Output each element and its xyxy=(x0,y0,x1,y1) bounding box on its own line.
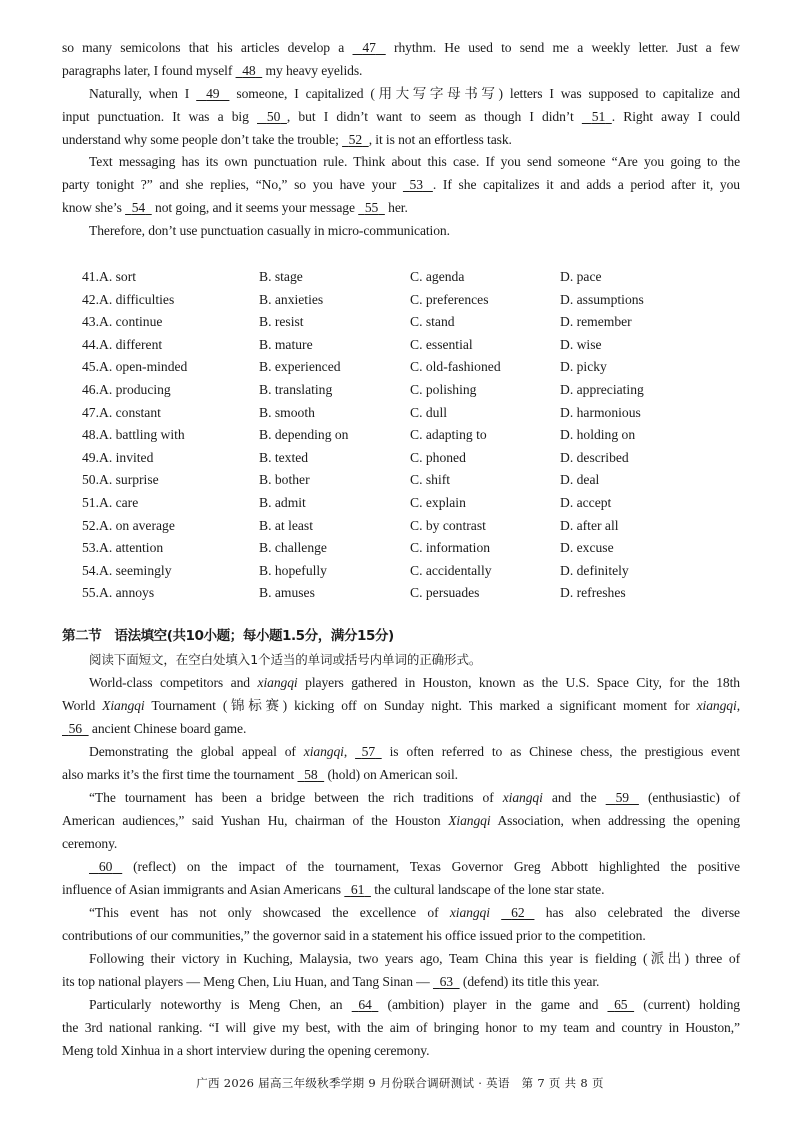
blank-59: 59 xyxy=(615,790,629,805)
option-a xyxy=(82,584,154,601)
passage-line: so many semicolons that his articles develop a 47 rhythm. He used to send me a weekly letter. Just a few xyxy=(62,40,740,55)
option-c: C. accidentally xyxy=(410,562,492,578)
option-text: A. sort xyxy=(99,269,137,284)
option-d: D. deal xyxy=(560,472,600,488)
blank-55: 55 xyxy=(364,200,379,215)
option-a xyxy=(82,494,138,511)
option-d: D. holding on xyxy=(560,427,636,443)
blank-58: 58 xyxy=(304,767,318,782)
section-title: 第二节 语法填空(共10小题；每小题1.5分，满分15分) xyxy=(62,628,394,644)
passage-line: input punctuation. It was a big 50 , but I didn’t want to seem as though I didn’t 51 . Right away I could xyxy=(62,109,740,124)
passage-line: understand why some people don’t take the trouble; 52 , it is not an effortless task. xyxy=(62,132,512,147)
passage-line: influence of Asian immigrants and Asian Americans 61 the cultural landscape of the lone star state. xyxy=(62,882,605,897)
option-d: D. assumptions xyxy=(560,291,644,307)
option-b: B. bother xyxy=(259,472,310,488)
blank-49: 49 xyxy=(206,86,220,101)
question-number: 42. xyxy=(82,291,99,307)
option-text: A. open-minded xyxy=(99,359,188,375)
option-b: B. anxieties xyxy=(259,291,324,307)
option-a xyxy=(82,381,171,398)
passage-line: World-class competitors and xiangqi players gathered in Houston, known as the U.S. Space City, for the 18th xyxy=(89,675,740,690)
option-b: B. resist xyxy=(259,314,304,330)
section-instruction: 阅读下面短文，在空白处填入1个适当的单词或括号内单词的正确形式。 xyxy=(89,652,482,667)
passage-line: party tonight ?” and she replies, “No,” so you have your 53 . If she capitalizes it and adds a period after it, you xyxy=(62,177,740,192)
option-a xyxy=(82,449,153,466)
question-number: 43. xyxy=(82,314,99,330)
option-d: D. accept xyxy=(560,495,612,510)
option-text: A. battling with xyxy=(99,427,185,443)
option-b: B. mature xyxy=(259,336,313,352)
option-text: A. difficulties xyxy=(99,291,175,307)
option-a xyxy=(82,268,136,285)
option-text: A. on average xyxy=(99,517,175,533)
blank-52: 52 xyxy=(348,132,363,147)
passage-line: Demonstrating the global appeal of xiangqi, 57 is often referred to as Chinese chess, the prestigious event xyxy=(89,744,740,759)
option-c: C. agenda xyxy=(410,269,465,284)
passage-line: contributions of our communities,” the governor said in a statement his office issued prior to the competition. xyxy=(62,928,646,943)
option-c: C. phoned xyxy=(410,449,466,465)
blank-48: 48 xyxy=(242,63,256,78)
question-number: 50. xyxy=(82,472,99,488)
option-c: C. adapting to xyxy=(410,427,487,443)
option-c: C. by contrast xyxy=(410,517,486,533)
option-b: B. smooth xyxy=(259,404,315,420)
option-b: B. amuses xyxy=(259,585,315,601)
option-d: D. remember xyxy=(560,314,632,330)
option-a xyxy=(82,291,174,308)
option-c: C. old-fashioned xyxy=(410,359,501,375)
option-c: C. dull xyxy=(410,404,448,420)
option-b: B. at least xyxy=(259,517,313,533)
option-c: C. polishing xyxy=(410,382,477,397)
blank-61: 61 xyxy=(350,882,365,897)
passage-line: paragraphs later, I found myself 48 my heavy eyelids. xyxy=(62,63,363,78)
blank-62: 62 xyxy=(511,905,525,920)
option-a xyxy=(82,426,185,443)
passage-line: “The tournament has been a bridge between the rich traditions of xiangqi and the 59 (enthusiastic) of xyxy=(89,790,740,805)
question-number: 54. xyxy=(82,562,99,578)
question-number: 55. xyxy=(82,585,99,601)
option-b: B. experienced xyxy=(259,359,341,375)
option-d: D. wise xyxy=(560,336,602,352)
option-c: C. shift xyxy=(410,472,451,488)
option-text: A. attention xyxy=(99,540,164,556)
blank-51: 51 xyxy=(591,109,606,124)
option-text: A. surprise xyxy=(99,472,159,488)
page-footer: 广西 2026 届高三年级秋季学期 9 月份联合调研测试 · 英语 第 7 页 共 8 页 xyxy=(196,1076,604,1090)
option-c: C. stand xyxy=(410,314,455,330)
option-text: A. continue xyxy=(99,314,163,330)
option-text: A. producing xyxy=(99,382,171,397)
passage-line: its top national players — Meng Chen, Liu Huan, and Tang Sinan — 63 (defend) its title this year. xyxy=(62,974,600,989)
question-number: 51. xyxy=(82,495,99,510)
option-b: B. hopefully xyxy=(259,562,327,578)
question-number: 47. xyxy=(82,404,99,420)
option-c: C. preferences xyxy=(410,291,489,307)
question-number: 41. xyxy=(82,269,99,284)
passage-line: Particularly noteworthy is Meng Chen, an 64 (ambition) player in the game and 65 (current) holding xyxy=(89,997,740,1012)
question-number: 48. xyxy=(82,427,99,443)
blank-56: 56 xyxy=(68,721,83,736)
passage-line: 56 ancient Chinese board game. xyxy=(62,720,740,737)
option-b: B. challenge xyxy=(259,540,327,556)
question-number: 52. xyxy=(82,517,99,533)
passage-line: also marks it’s the first time the tournament 58 (hold) on American soil. xyxy=(62,767,458,782)
passage-line: American audiences,” said Yushan Hu, chairman of the Houston Xiangqi Association, when addressing the opening xyxy=(62,813,740,828)
option-a xyxy=(82,404,161,421)
option-c: C. explain xyxy=(410,495,466,510)
question-number: 44. xyxy=(82,336,99,352)
blank-54: 54 xyxy=(131,200,146,215)
option-d: D. picky xyxy=(560,359,607,375)
option-d: D. after all xyxy=(560,517,619,533)
option-c: C. persuades xyxy=(410,585,480,601)
option-d: D. pace xyxy=(560,269,602,284)
option-a xyxy=(82,539,163,556)
option-text: A. seemingly xyxy=(99,562,172,578)
option-c: C. information xyxy=(410,540,491,556)
passage-line: Therefore, don’t use punctuation casually in micro-communication. xyxy=(89,223,450,238)
blank-64: 64 xyxy=(358,997,372,1012)
passage-line: know she’s 54 not going, and it seems your message 55 her. xyxy=(62,200,408,215)
option-c: C. essential xyxy=(410,336,473,352)
blank-57: 57 xyxy=(361,744,376,759)
option-b: B. stage xyxy=(259,269,303,284)
passage-line: Text messaging has its own punctuation rule. Think about this case. If you send someone “Are you going to the xyxy=(89,154,740,169)
question-number: 49. xyxy=(82,449,99,465)
option-text: A. different xyxy=(99,336,163,352)
option-b: B. texted xyxy=(259,449,309,465)
blank-65: 65 xyxy=(614,997,628,1012)
blank-60: 60 xyxy=(98,859,113,874)
option-b: B. translating xyxy=(259,382,333,397)
option-d: D. refreshes xyxy=(560,585,626,601)
option-a xyxy=(82,562,172,579)
option-a xyxy=(82,358,187,375)
question-number: 46. xyxy=(82,382,99,397)
option-a xyxy=(82,336,162,353)
option-text: A. annoys xyxy=(99,585,155,601)
blank-63: 63 xyxy=(439,974,453,989)
option-b: B. admit xyxy=(259,495,306,510)
blank-47: 47 xyxy=(362,40,376,55)
option-a xyxy=(82,517,175,534)
passage-line: “This event has not only showcased the excellence of xiangqi 62 has also celebrated the diverse xyxy=(89,905,740,920)
option-d: D. described xyxy=(560,449,629,465)
option-b: B. depending on xyxy=(259,427,349,443)
option-d: D. harmonious xyxy=(560,404,641,420)
option-a xyxy=(82,471,159,488)
question-number: 45. xyxy=(82,359,99,375)
option-d: D. definitely xyxy=(560,562,629,578)
passage-line: the 3rd national ranking. “I will give my best, with the aim of bringing honor to my team and country in Houston,” xyxy=(62,1020,740,1035)
passage-line: 60 (reflect) on the impact of the tournament, Texas Governor Greg Abbott highlighted the positive xyxy=(62,858,740,875)
passage-line: Meng told Xinhua in a short interview during the opening ceremony. xyxy=(62,1043,430,1058)
passage-line: Naturally, when I 49 someone, I capitalized (用大写字母书写) letters I was supposed to capitalize and xyxy=(89,86,741,101)
blank-53: 53 xyxy=(409,177,423,192)
option-text: A. care xyxy=(99,495,139,510)
passage-line: Following their victory in Kuching, Malaysia, two years ago, Team China this year is fielding (派出) three of xyxy=(89,951,740,966)
question-number: 53. xyxy=(82,540,99,556)
option-text: A. invited xyxy=(99,449,154,465)
passage-line: ceremony. xyxy=(62,836,118,851)
blank-50: 50 xyxy=(266,109,281,124)
option-a xyxy=(82,313,162,330)
option-d: D. excuse xyxy=(560,540,614,556)
option-d: D. appreciating xyxy=(560,382,644,397)
passage-line: World Xiangqi Tournament (锦标赛) kicking off on Sunday night. This marked a significant moment for xiangqi, xyxy=(62,698,740,713)
option-text: A. constant xyxy=(99,404,161,420)
